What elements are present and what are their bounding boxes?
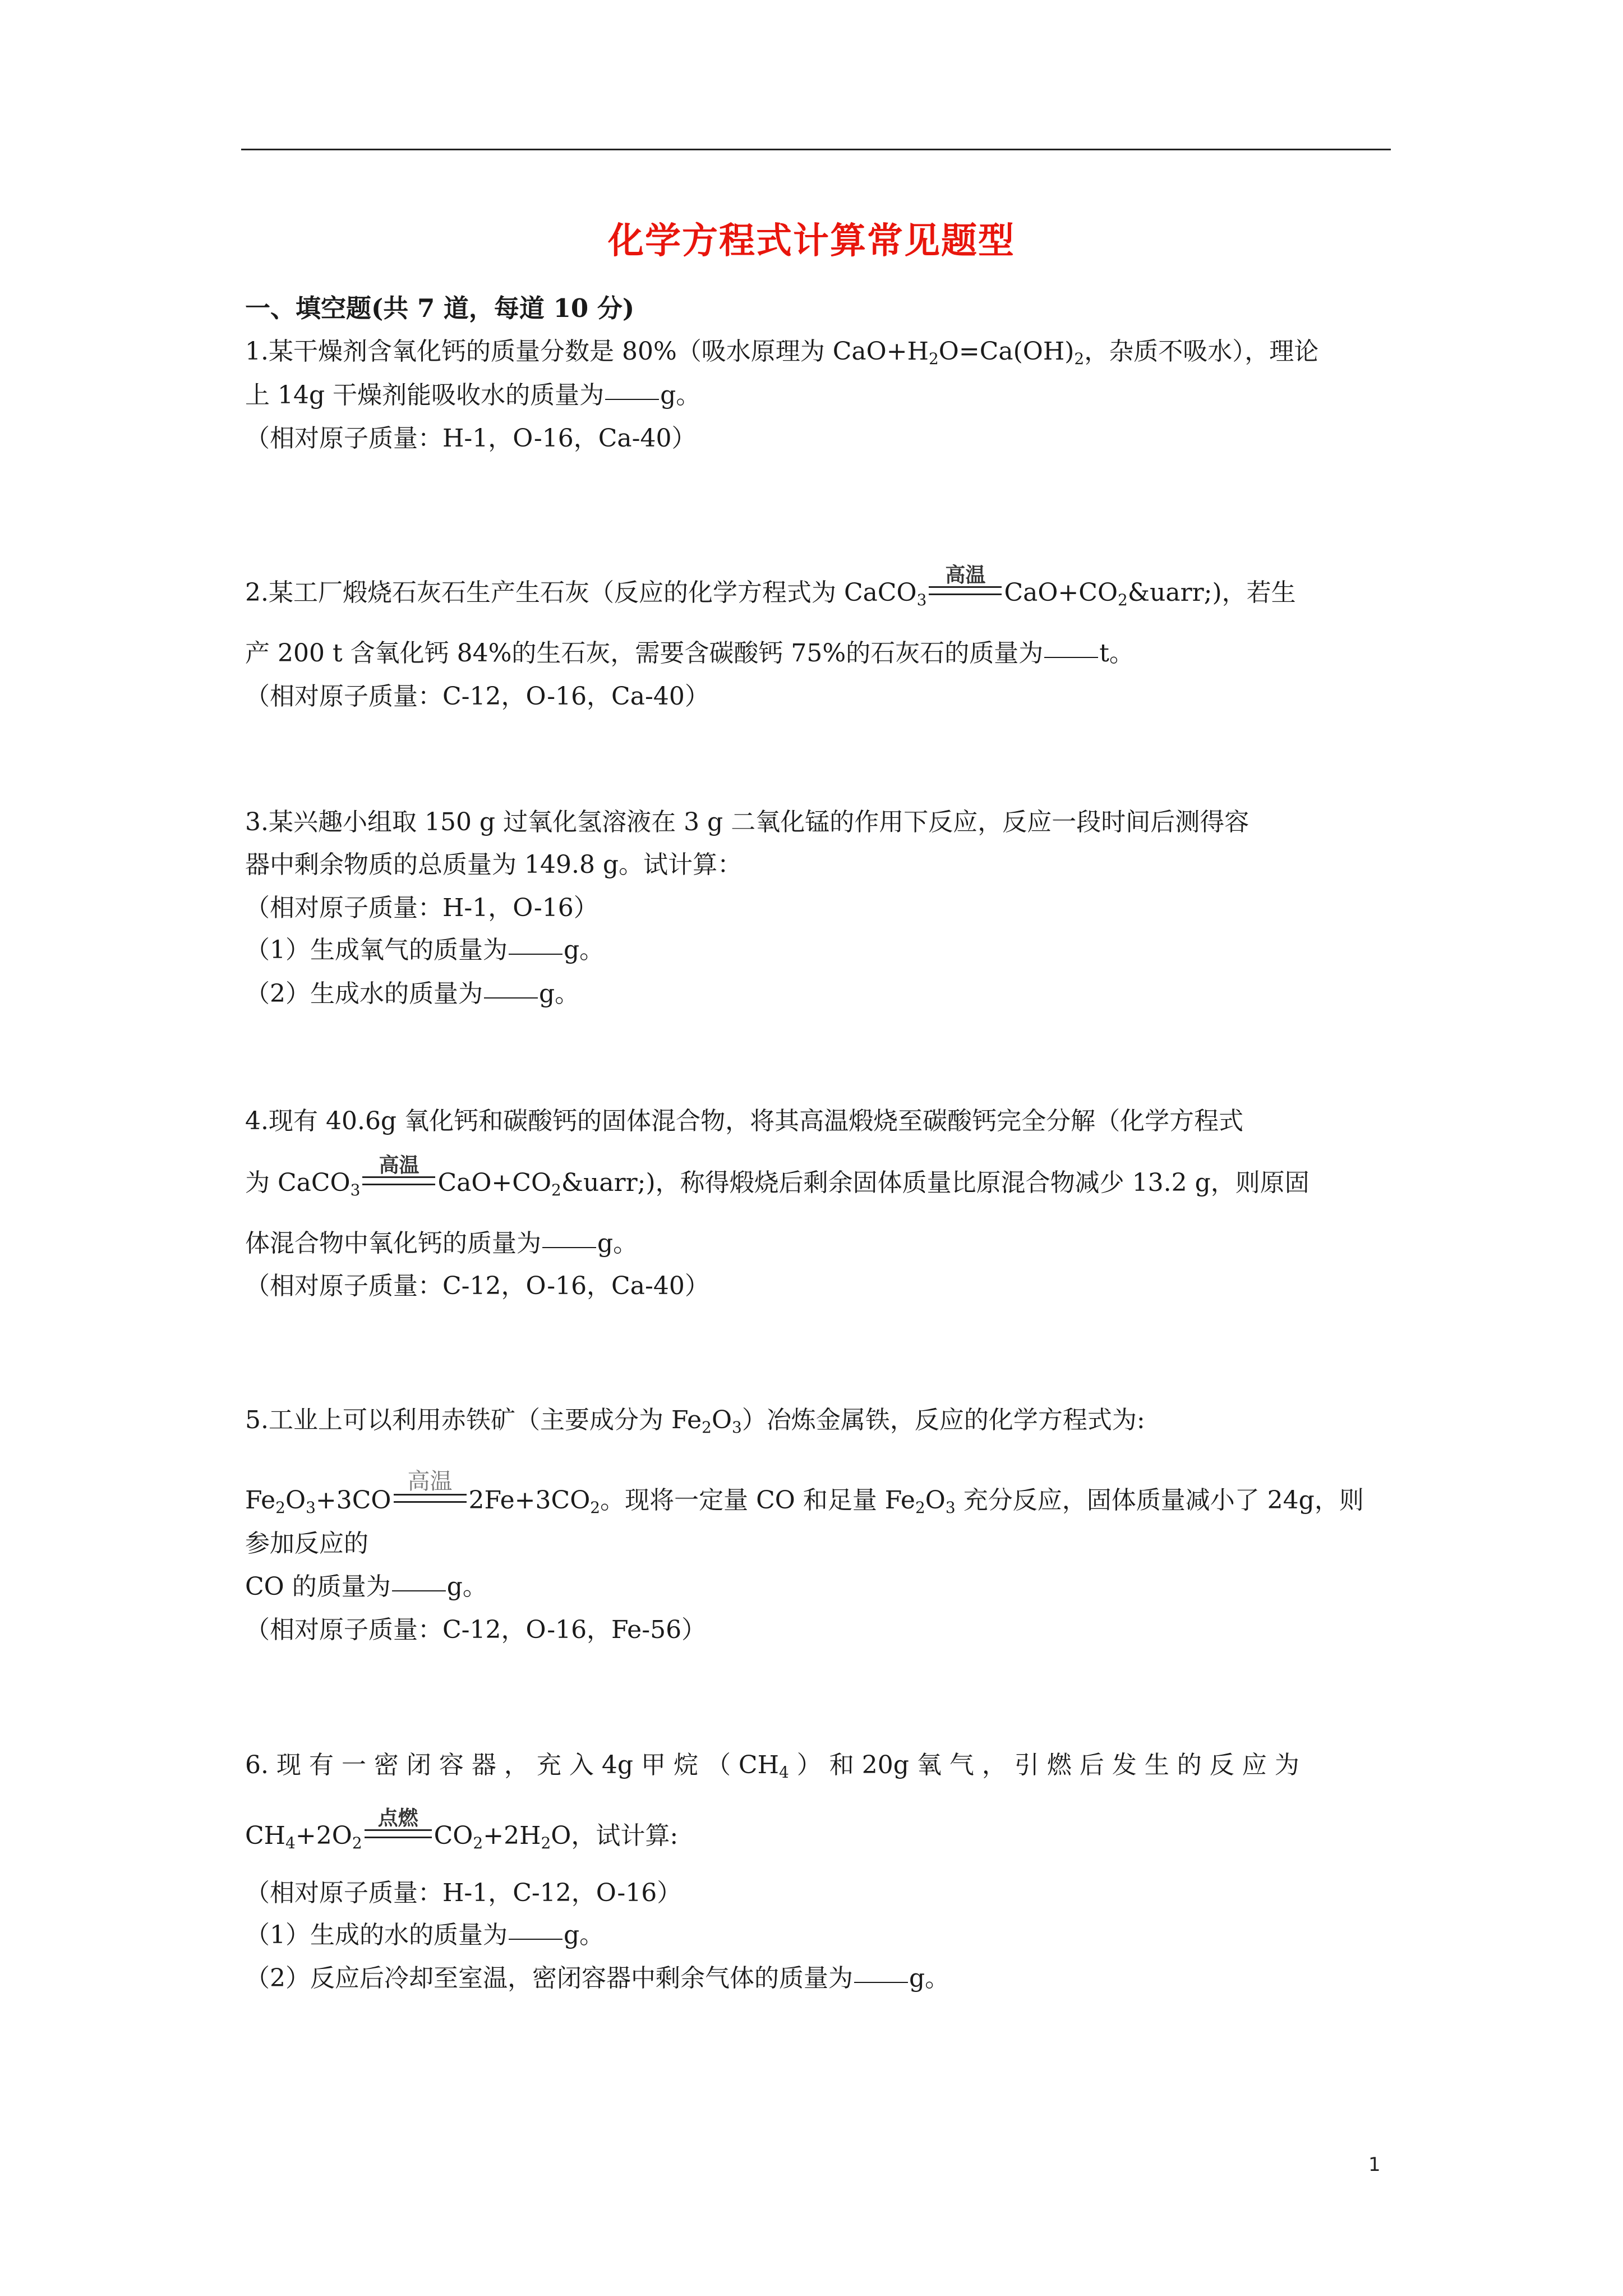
question-6-part-2: （2）反应后冷却至室温，密闭容器中剩余气体的质量为 g。 <box>245 1964 950 1993</box>
question-3-atomic-masses: （相对原子质量：H-1，O-16） <box>245 894 598 922</box>
header-rule <box>241 149 1391 150</box>
question-4-atomic-masses: （相对原子质量：C-12，O-16，Ca-40） <box>245 1272 709 1300</box>
question-3-line-1: 3.某兴趣小组取 150 g 过氧化氢溶液在 3 g 二氧化锰的作用下反应，反应一段时间后测得容 <box>245 808 1249 836</box>
question-4-line-2: 为 CaCO$_3$ 高温 $CaO+CO_2\&uarr$;)，称得煅烧后剩余固体质量比原混合物减少 13.2 g，则原固 <box>245 1154 1310 1199</box>
answer-blank[interactable] <box>542 1247 596 1248</box>
question-4-line-3: 体混合物中氧化钙的质量为 g。 <box>245 1229 638 1258</box>
question-2-atomic-masses: （相对原子质量：C-12，O-16，Ca-40） <box>245 682 709 711</box>
question-3-line-2: 器中剩余物质的总质量为 149.8 g。试计算： <box>245 850 743 879</box>
page-number: 1 <box>1368 2154 1381 2176</box>
answer-blank[interactable] <box>392 1590 446 1591</box>
question-6-line-1: 6. 现 有 一 密 闭 容 器 ， 充 入 4g 甲 烷 （ $CH_4$ ） 和 20g 氧 气 ， 引 燃 后 发 生 的 反 应 为 <box>245 1751 1299 1782</box>
question-5-line-4: CO 的质量为 g。 <box>245 1572 487 1601</box>
question-3-part-2: （2）生成水的质量为 g。 <box>245 979 580 1008</box>
answer-blank[interactable] <box>605 399 659 400</box>
section-heading: 一、填空题(共 7 道，每道 10 分) <box>245 293 635 323</box>
question-5-line-1: 5.工业上可以利用赤铁矿（主要成分为 $Fe_2O_3$）冶炼金属铁，反应的化学方程式为: <box>245 1406 1145 1437</box>
answer-blank[interactable] <box>854 1982 908 1983</box>
page-title: 化学方程式计算常见题型 <box>608 220 1015 262</box>
question-4-line-1: 4.现有 40.6g 氧化钙和碳酸钙的固体混合物，将其高温煅烧至碳酸钙完全分解（化学方程式 <box>245 1107 1244 1135</box>
question-3-part-1: （1）生成氧气的质量为 g。 <box>245 936 605 964</box>
answer-blank[interactable] <box>509 954 562 955</box>
question-6-part-1: （1）生成的水的质量为 g。 <box>245 1921 605 1949</box>
question-1-line-2: 上 14g 干燥剂能吸收水的质量为 g。 <box>245 381 701 409</box>
reaction-condition-arrow: 高温 <box>929 578 1002 603</box>
question-5-equation-line: $Fe_2O_3+3CO$ 高温 $2Fe+3CO_2$。现将一定量 CO 和足量 $Fe_2O_3$ 充分反应，固体质量减小了 24g，则 <box>245 1469 1364 1517</box>
answer-blank[interactable] <box>484 997 538 999</box>
question-2-line-1: 2.某工厂煅烧石灰石生产生石灰（反应的化学方程式为 CaCO$_3$ 高温 $CaO+CO_2\&uarr$;)，若生 <box>245 564 1296 609</box>
question-1-atomic-masses: （相对原子质量：H-1，O-16，Ca-40） <box>245 424 697 453</box>
question-1-line-1: 1.某干燥剂含氧化钙的质量分数是 80%（吸水原理为 $CaO+H_2O=Ca(OH)_2$，杂质不吸水），理论 <box>245 337 1319 368</box>
reaction-condition-arrow: 高温 <box>362 1168 435 1193</box>
question-6-equation-line: $CH_4+2O_2$ 点燃 $CO_2+2H_2O$，试计算: <box>245 1807 679 1852</box>
question-6-atomic-masses: （相对原子质量：H-1，C-12，O-16） <box>245 1879 682 1907</box>
question-5-line-3: 参加反应的 <box>245 1529 368 1558</box>
reaction-condition-arrow: 点燃 <box>365 1821 432 1846</box>
reaction-condition-arrow: 高温 <box>394 1486 467 1511</box>
question-2-line-2: 产 200 t 含氧化钙 84%的生石灰，需要含碳酸钙 75%的石灰石的质量为 t。 <box>245 639 1134 668</box>
question-5-atomic-masses: （相对原子质量：C-12，O-16，Fe-56） <box>245 1616 707 1644</box>
answer-blank[interactable] <box>1044 657 1098 658</box>
answer-blank[interactable] <box>509 1939 562 1940</box>
